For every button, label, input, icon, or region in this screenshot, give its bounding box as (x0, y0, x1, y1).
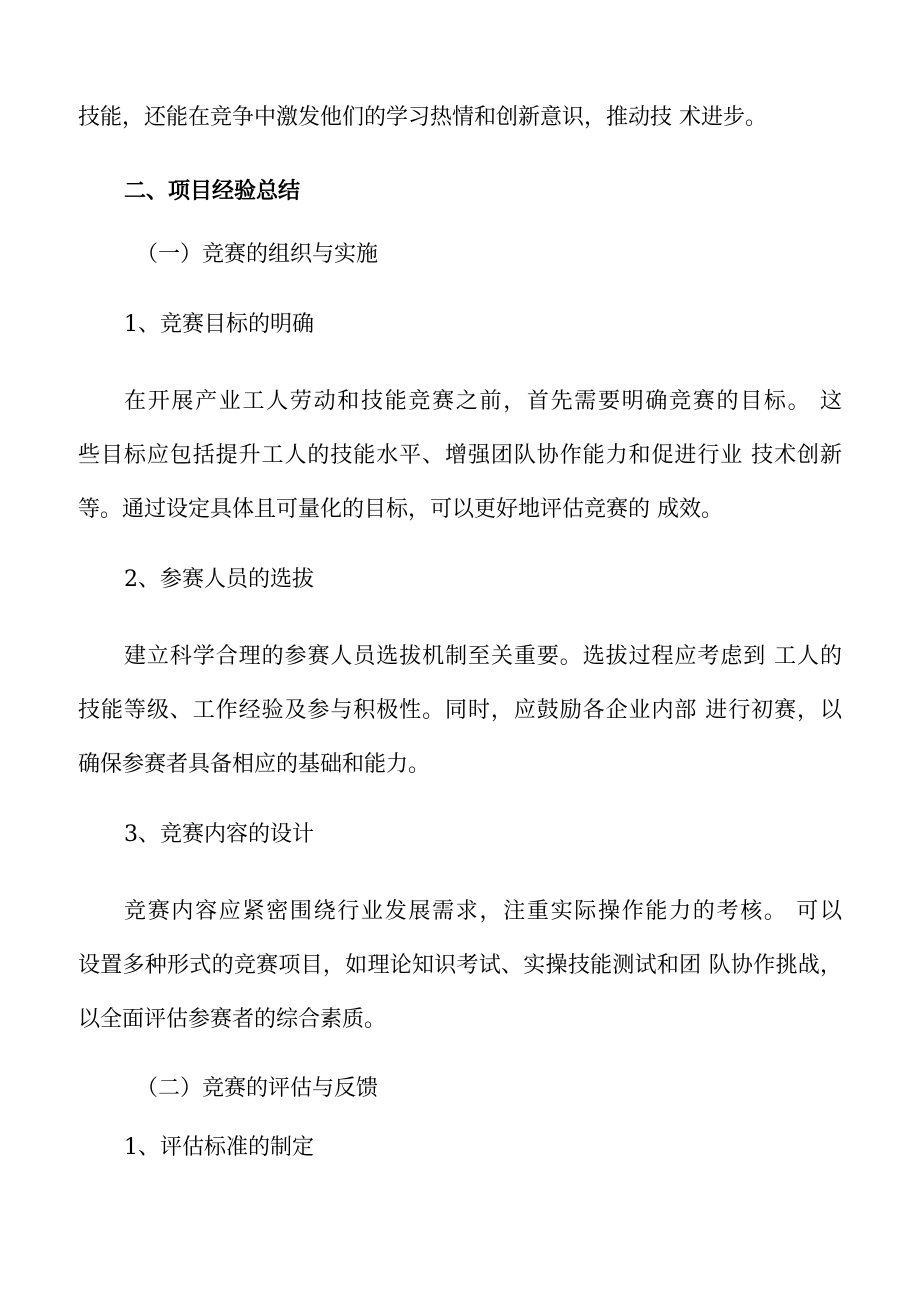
selection-paragraph-line-1: 建立科学合理的参赛人员选拔机制至关重要。选拔过程应考虑到 工人的 (124, 644, 842, 669)
goals-paragraph-line-3: 等。通过设定具体且可量化的目标，可以更好地评估竞赛的 成效。 (78, 497, 723, 522)
intro-tail-paragraph: 技能，还能在竞争中激发他们的学习热情和创新意识，推动技 术进步。 (78, 105, 767, 130)
item-heading-goals: 1、竞赛目标的明确 (124, 312, 314, 337)
item-heading-content: 3、竞赛内容的设计 (124, 822, 314, 847)
section-title: 二、项目经验总结 (124, 178, 301, 204)
item-heading-selection: 2、参赛人员的选拔 (124, 567, 314, 592)
selection-paragraph-line-2: 技能等级、工作经验及参与积极性。同时，应鼓励各企业内部 进行初赛，以 (78, 698, 842, 723)
goals-paragraph-line-1: 在开展产业工人劳动和技能竞赛之前，首先需要明确竞赛的目标。 这 (124, 389, 842, 414)
item-heading-standards: 1、评估标准的制定 (124, 1135, 314, 1160)
subsection-title-one: （一）竞赛的组织与实施 (136, 242, 379, 267)
content-paragraph-line-3: 以全面评估参赛者的综合素质。 (78, 1007, 387, 1032)
selection-paragraph-line-3: 确保参赛者具备相应的基础和能力。 (78, 752, 431, 777)
subsection-title-two: （二）竞赛的评估与反馈 (136, 1076, 379, 1101)
content-paragraph-line-2: 设置多种形式的竞赛项目，如理论知识考试、实操技能测试和团 队协作挑战， (78, 953, 842, 978)
content-paragraph-line-1: 竞赛内容应紧密围绕行业发展需求，注重实际操作能力的考核。 可以 (124, 899, 842, 924)
goals-paragraph-line-2: 些目标应包括提升工人的技能水平、增强团队协作能力和促进行业 技术创新 (78, 443, 842, 468)
